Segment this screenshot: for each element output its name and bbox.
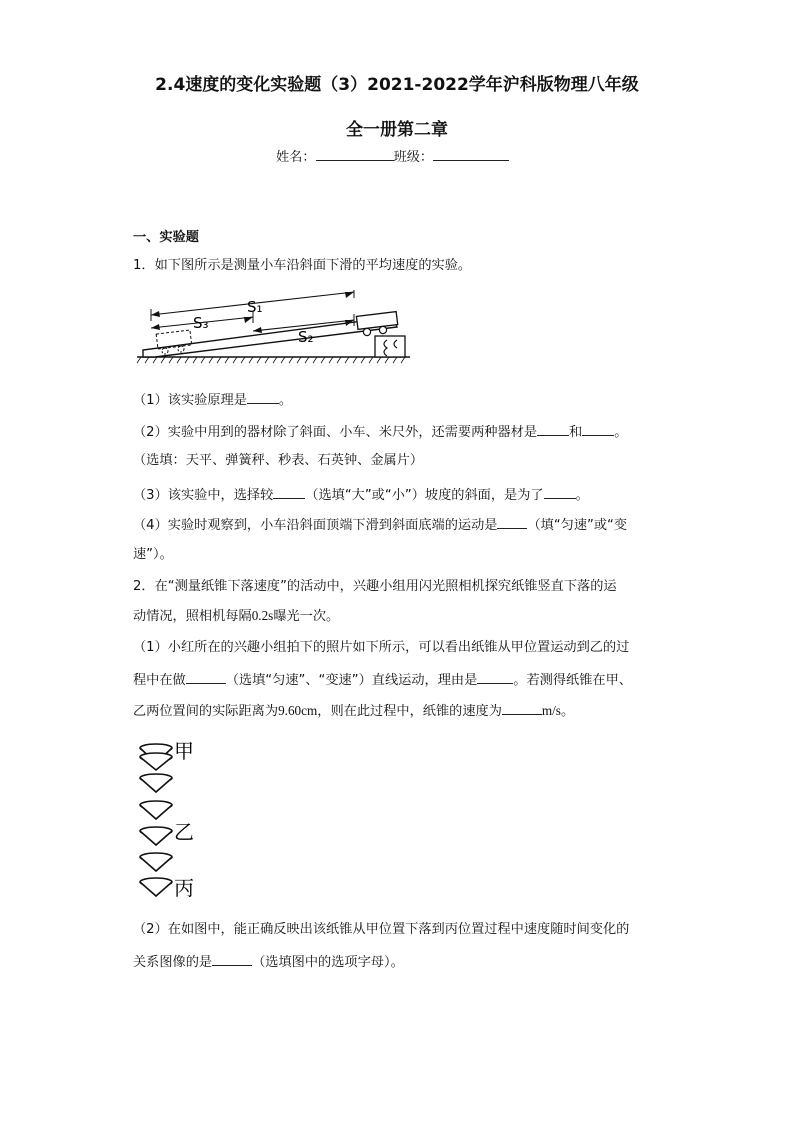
- q1-blank-tool2[interactable]: [582, 421, 614, 436]
- q1-blank-motion[interactable]: [497, 514, 527, 529]
- label-s3: S₃: [193, 314, 209, 332]
- q1-blank-principle[interactable]: [247, 389, 279, 404]
- q2-blank-speed[interactable]: [502, 700, 542, 715]
- q2-part1-line1: （1）小红所在的兴趣小组拍下的照片如下所示，可以看出纸锥从甲位置运动到乙的过: [133, 640, 630, 655]
- q1-part3: （3）该实验中，选择较 （选填“大”或“小”）坡度的斜面，是为了 。: [133, 484, 589, 506]
- page-title: 2.4速度的变化实验题（3）2021-2022学年沪科版物理八年级: [155, 75, 639, 95]
- paper-cone-figure: [136, 736, 216, 900]
- q1-part2: （2）实验中用到的器材除了斜面、小车、米尺外，还需要两种器材是 和 。: [133, 421, 627, 443]
- q2-stem-line1: 2．在“测量纸锥下落速度”的活动中，兴趣小组用闪光照相机探究纸锥竖直下落的运: [133, 579, 617, 594]
- q2-blank-reason[interactable]: [477, 669, 513, 684]
- section-heading: 一、实验题: [133, 230, 199, 245]
- q1-blank-purpose[interactable]: [544, 484, 576, 499]
- q1-part1: （1）该实验原理是 。: [133, 389, 292, 411]
- q2-blank-motion[interactable]: [186, 669, 226, 684]
- q2-blank-graph[interactable]: [212, 951, 252, 966]
- q2-part1-line3: 乙两位置间的实际距离为9.60cm，则在此过程中，纸锥的速度为 m/s。: [133, 700, 574, 722]
- q1-part2-options: （选填：天平、弹簧秤、秒表、石英钟、金属片）: [133, 453, 424, 468]
- q2-part2-line2: 关系图像的是 （选填图中的选项字母）。: [133, 951, 404, 973]
- q1-stem: 1．如下图所示是测量小车沿斜面下滑的平均速度的实验。: [133, 258, 472, 273]
- q1-part4-cont: 速”）。: [133, 547, 173, 562]
- label-yi: 乙: [174, 820, 194, 844]
- label-jia: 甲: [174, 739, 194, 763]
- q1-blank-slope[interactable]: [273, 484, 305, 499]
- name-field[interactable]: [316, 146, 394, 161]
- incline-figure: [135, 290, 415, 370]
- q2-part2-line1: （2）在如图中，能正确反映出该纸锥从甲位置下落到丙位置过程中速度随时间变化的: [133, 922, 630, 937]
- label-s2: S₂: [298, 328, 314, 346]
- q2-part1-line2: 程中在做 （选填“匀速”、“变速”）直线运动，理由是 。若测得纸锥在甲、: [133, 669, 632, 691]
- class-label: 班级：: [393, 150, 434, 165]
- label-s1: S₁: [247, 298, 263, 316]
- q1-blank-tool1[interactable]: [537, 421, 569, 436]
- page-subtitle: 全一册第二章: [346, 120, 448, 140]
- q2-stem-line2: 动情况，照相机每隔0.2s曝光一次。: [133, 608, 340, 624]
- q1-part4: （4）实验时观察到，小车沿斜面顶端下滑到斜面底端的运动是 （填“匀速”或“变: [133, 514, 627, 536]
- name-class-line: [276, 146, 509, 168]
- class-field[interactable]: [433, 146, 509, 161]
- label-bing: 丙: [174, 876, 194, 900]
- name-label: 姓名：: [276, 150, 316, 165]
